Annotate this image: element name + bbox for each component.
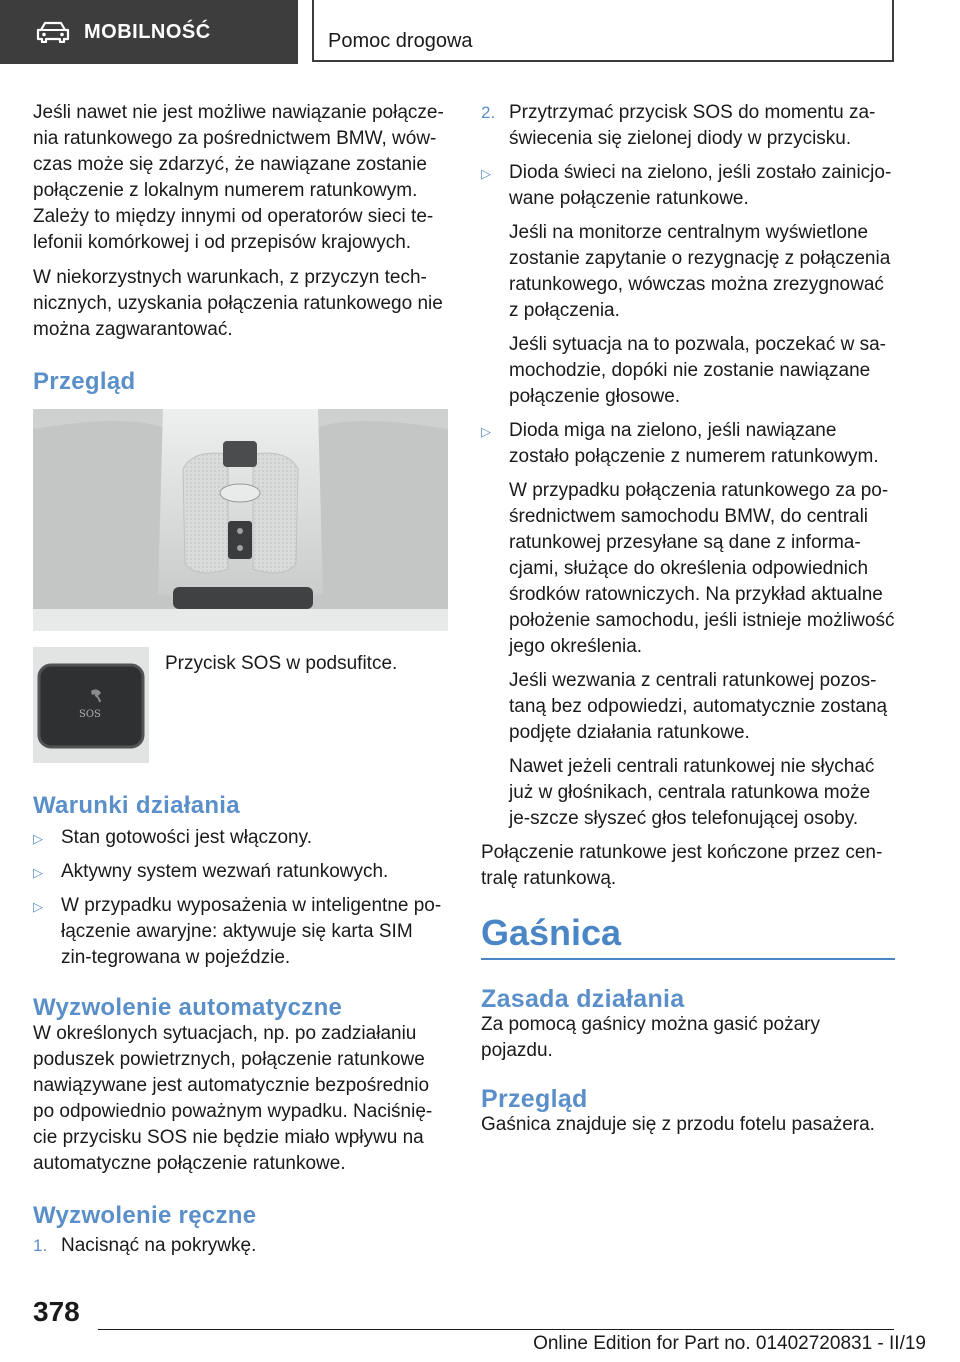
left-column bbox=[33, 100, 448, 1267]
section-tab-label: MOBILNOŚĆ bbox=[84, 20, 211, 43]
step-number: 2. bbox=[481, 103, 496, 122]
extinguisher-title: Gaśnica bbox=[481, 912, 622, 953]
car-icon bbox=[36, 21, 70, 43]
list-item bbox=[481, 160, 895, 212]
triangle-bullet-icon: ▷ bbox=[33, 865, 43, 880]
title-divider bbox=[481, 958, 895, 960]
principle-heading: Zasada działania bbox=[481, 985, 685, 1013]
list-item bbox=[33, 859, 448, 885]
step-number: 1. bbox=[33, 1236, 48, 1255]
section-tab bbox=[0, 0, 298, 64]
extinguisher-overview-heading: Przegląd bbox=[481, 1085, 588, 1113]
list-item bbox=[33, 893, 448, 971]
condition-text: Stan gotowości jest włączony. bbox=[61, 827, 312, 848]
right-column bbox=[481, 100, 895, 1147]
conditions-heading: Warunki działania bbox=[33, 792, 240, 819]
headliner-illustration bbox=[33, 409, 448, 631]
bullet-detail: Jeśli na monitorze centralnym wyświetlone zostanie zapytanie o rezygnację z połączenia ratunkowego, wówczas można zrezygnować z połączenia. bbox=[509, 222, 891, 321]
edition-text: Online Edition for Part no. 01402720831 - II/19 bbox=[533, 1333, 926, 1354]
condition-text: Aktywny system wezwań ratunkowych. bbox=[61, 861, 389, 882]
condition-text: W przypadku wyposażenia w inteligentne po-łączenie awaryjne: aktywuje się karta SIM zin-tegrowana w pojeździe. bbox=[61, 895, 442, 968]
end-call-text: Połączenie ratunkowe jest kończone przez cen-tralę ratunkową. bbox=[481, 842, 883, 889]
auto-trigger-text: W określonych sytuacjach, np. po zadziałaniu poduszek powietrznych, połączenie ratunkowe nawiązywane jest automatycznie bezpośrednio po odpowiednio poważnym wypadku. Naciśnię-cie przycisku SOS nie będzie miało wpływu na automatyczne połączenie ratunkowe. bbox=[33, 1023, 433, 1174]
bullet-text: Dioda miga na zielono, jeśli nawiązane zostało połączenie z numerem ratunkowym. bbox=[509, 420, 879, 467]
bullet-detail: Jeśli wezwania z centrali ratunkowej pozos-taną bez odpowiedzi, automatycznie zostaną podjęte działania ratunkowe. bbox=[509, 670, 888, 743]
principle-text: Za pomocą gaśnicy można gasić pożary pojazdu. bbox=[481, 1014, 820, 1061]
list-item bbox=[481, 100, 895, 152]
list-item bbox=[33, 825, 448, 851]
bullet-detail: Nawet jeżeli centrali ratunkowej nie słychać już w głośnikach, centrala ratunkowa może je-szcze słyszeć głos telefonującej osoby. bbox=[509, 756, 875, 829]
sos-button-illustration bbox=[33, 647, 149, 763]
triangle-bullet-icon: ▷ bbox=[481, 424, 491, 439]
sos-button-photo bbox=[33, 647, 149, 763]
auto-trigger-heading: Wyzwolenie automatyczne bbox=[33, 994, 343, 1021]
overview-heading: Przegląd bbox=[33, 368, 136, 395]
triangle-bullet-icon: ▷ bbox=[33, 831, 43, 846]
triangle-bullet-icon: ▷ bbox=[481, 166, 491, 181]
step-text: Nacisnąć na pokrywkę. bbox=[61, 1235, 257, 1256]
manual-trigger-heading: Wyzwolenie ręczne bbox=[33, 1202, 257, 1229]
footer-divider bbox=[98, 1329, 894, 1330]
bullet-detail: Jeśli sytuacja na to pozwala, poczekać w sa-mochodzie, dopóki nie zostanie nawiązane połączenie głosowe. bbox=[509, 334, 887, 407]
sos-caption: Przycisk SOS w podsufitce. bbox=[165, 653, 398, 674]
page-section-title: Pomoc drogowa bbox=[312, 0, 894, 62]
triangle-bullet-icon: ▷ bbox=[33, 899, 43, 914]
list-item bbox=[33, 1233, 448, 1259]
intro-paragraph-2: W niekorzystnych warunkach, z przyczyn tech-nicznych, uzyskania połączenia ratunkowego nie można zagwarantować. bbox=[33, 267, 443, 340]
bullet-detail: W przypadku połączenia ratunkowego za po-średnictwem samochodu BMW, do centrali ratunkowej przesyłane są dane z informa-cjami, służące do określenia odpowiednich środków ratowniczych. Na przykład aktualne położenie samochodu, jeśli istnieje możliwość jego określenia. bbox=[509, 480, 895, 657]
intro-paragraph-1: Jeśli nawet nie jest możliwe nawiązanie połącze-nia ratunkowego za pośrednictwem BMW, wów-czas może się zdarzyć, że nawiązane zostanie połączenie z lokalnym numerem ratunkowym. Zależy to między innymi od operatorów sieci te-lefonii komórkowej i od przepisów krajowych. bbox=[33, 102, 444, 253]
headliner-photo bbox=[33, 409, 448, 631]
sos-label: SOS bbox=[79, 709, 101, 720]
step-text: Przytrzymać przycisk SOS do momentu za-świecenia się zielonej diody w przycisku. bbox=[509, 102, 876, 149]
list-item bbox=[481, 418, 895, 470]
bullet-text: Dioda świeci na zielono, jeśli zostało zainicjo-wane połączenie ratunkowe. bbox=[509, 162, 892, 209]
page-number: 378 bbox=[33, 1296, 80, 1327]
extinguisher-overview-text: Gaśnica znajduje się z przodu fotelu pasażera. bbox=[481, 1114, 875, 1135]
